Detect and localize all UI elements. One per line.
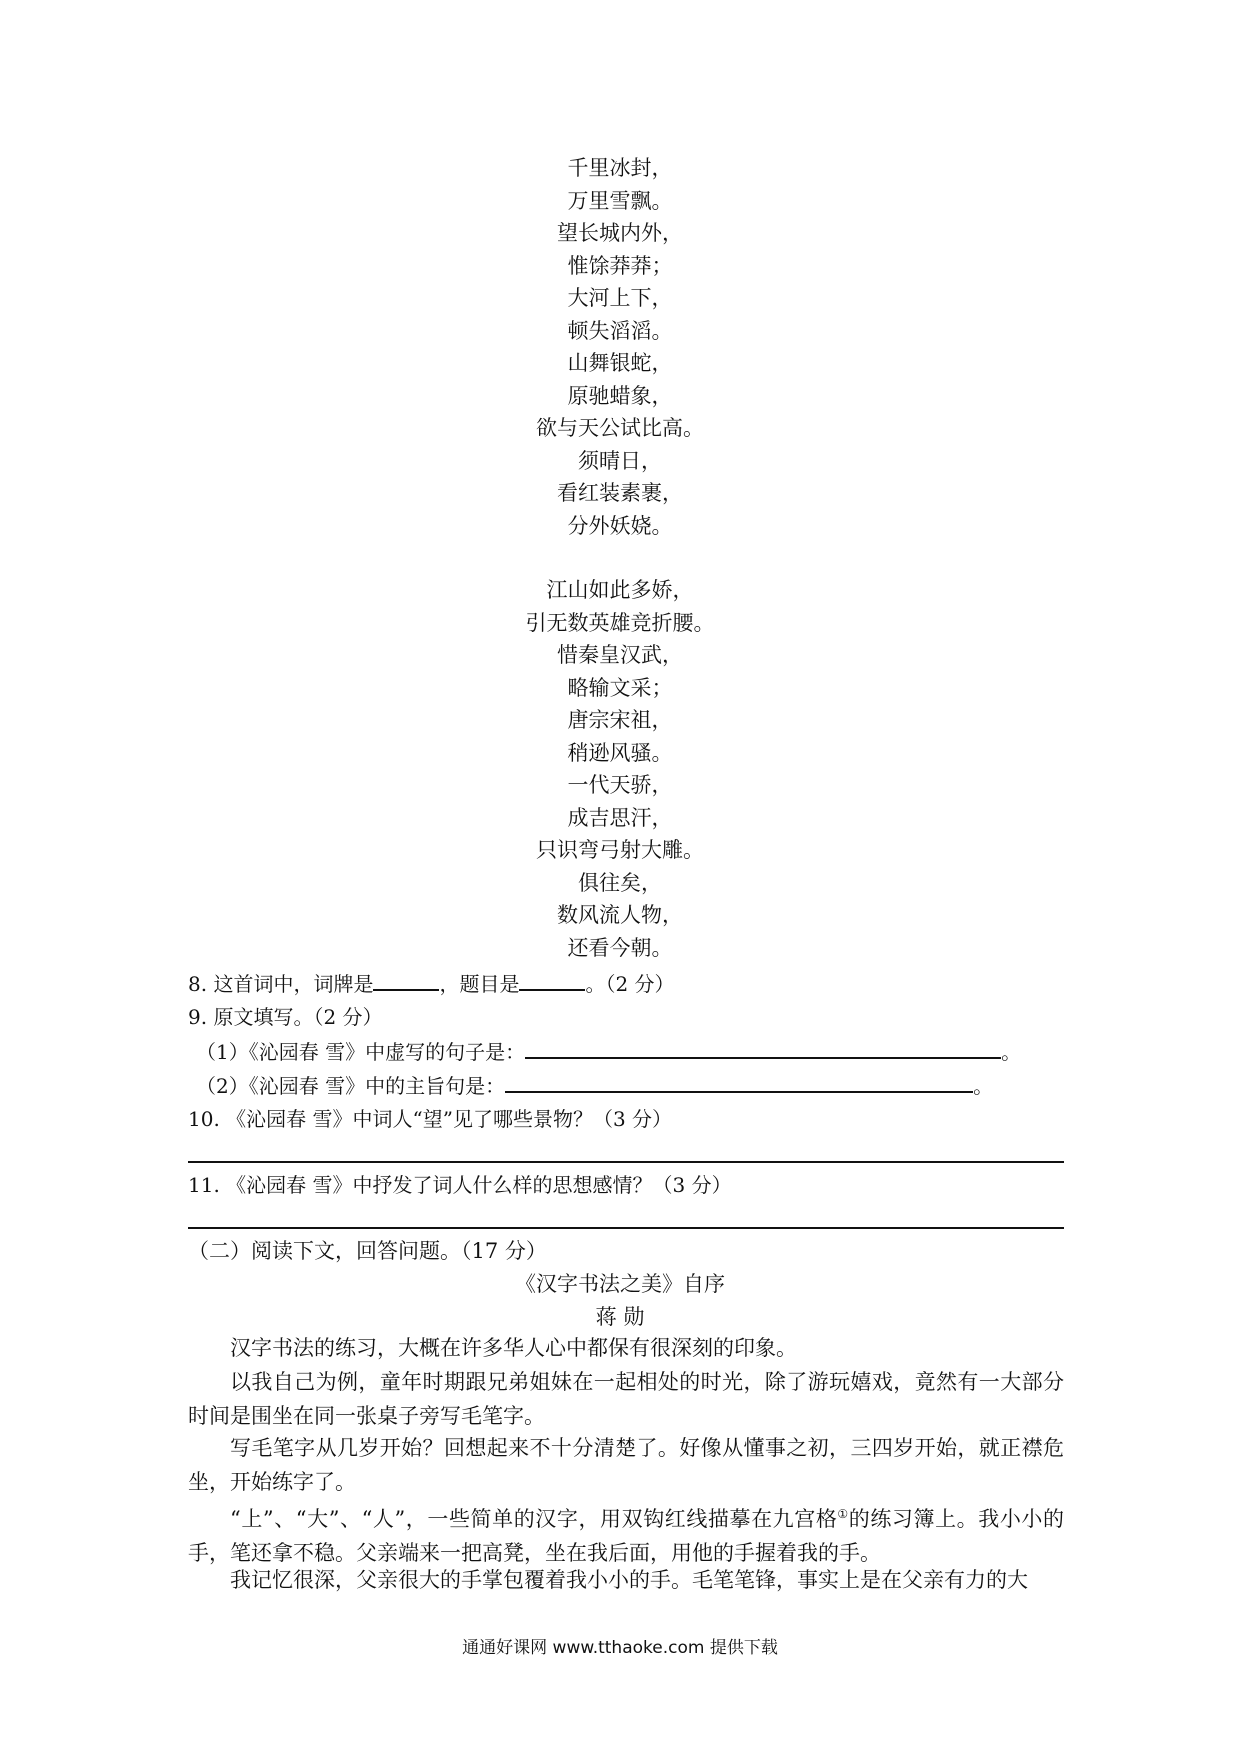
q8-text: 。（2 分） xyxy=(585,972,675,996)
paragraph-4-text: “上”、“大”、“人”，一些简单的汉字，用双钩红线描摹在九宫格 xyxy=(230,1507,838,1531)
poem-line: 略输文采； xyxy=(567,675,673,700)
question-9-2 xyxy=(196,1071,1076,1100)
paragraph-3: 写毛笔字从几岁开始？回想起来不十分清楚了。好像从懂事之初，三四岁开始，就正襟危坐，开始练字了。 xyxy=(188,1436,1064,1494)
q9-1-blank[interactable] xyxy=(525,1037,1001,1059)
poem-line: 分外妖娆。 xyxy=(567,513,673,538)
q10-answer-line[interactable] xyxy=(188,1161,1064,1163)
poem xyxy=(0,152,1240,964)
paragraph-2: 以我自己为例，童年时期跟兄弟姐妹在一起相处的时光，除了游玩嬉戏，竟然有一大部分时间是围坐在同一张桌子旁写毛笔字。 xyxy=(188,1370,1064,1428)
poem-line: 数风流人物， xyxy=(557,903,683,927)
poem-line: 须晴日， xyxy=(578,448,662,473)
poem-line: 江山如此多娇， xyxy=(546,578,694,602)
poem-line: 原驰蜡象， xyxy=(567,383,673,408)
poem-line: 一代天骄， xyxy=(567,773,673,797)
paragraph-1: 汉字书法的练习，大概在许多华人心中都保有很深刻的印象。 xyxy=(230,1336,797,1360)
poem-line: 还看今朝。 xyxy=(567,935,673,960)
poem-line: 成吉思汗， xyxy=(567,805,673,830)
poem-line: 万里雪飘。 xyxy=(567,188,673,213)
question-11: 11. 《沁园春 雪》中抒发了词人什么样的思想感情？（3 分） xyxy=(188,1173,732,1197)
q9-2-text: （2）《沁园春 雪》中的主旨句是： xyxy=(196,1074,506,1098)
poem-line: 看红装素裹， xyxy=(557,481,683,505)
question-9: 9. 原文填写。（2 分） xyxy=(188,1005,383,1029)
stanza-gap xyxy=(0,542,1240,574)
article-author: 蒋 勋 xyxy=(595,1305,645,1329)
section-2-heading: （二）阅读下文，回答问题。（17 分） xyxy=(188,1239,547,1263)
question-10: 10. 《沁园春 雪》中词人“望”见了哪些景物？（3 分） xyxy=(188,1107,673,1131)
poem-line: 大河上下， xyxy=(567,286,673,310)
poem-line: 山舞银蛇， xyxy=(567,351,673,375)
footnote-marker: ① xyxy=(837,1507,849,1521)
poem-line: 欲与天公试比高。 xyxy=(536,416,704,440)
poem-line: 引无数英雄竞折腰。 xyxy=(525,610,715,635)
q9-2-blank[interactable] xyxy=(505,1071,973,1093)
article-title: 《汉字书法之美》自序 xyxy=(515,1272,725,1296)
q8-blank-cipai[interactable] xyxy=(373,969,439,991)
q8-text: ，题目是 xyxy=(439,972,520,996)
q9-1-end: 。 xyxy=(1001,1040,1022,1064)
q9-1-text: （1）《沁园春 雪》中虚写的句子是： xyxy=(196,1040,526,1064)
q8-text: 8. 这首词中，词牌是 xyxy=(188,972,374,996)
poem-line: 唐宗宋祖， xyxy=(567,708,673,732)
poem-line: 惜秦皇汉武， xyxy=(557,643,683,667)
poem-line: 千里冰封， xyxy=(567,156,673,180)
q11-answer-line[interactable] xyxy=(188,1227,1064,1229)
poem-line: 望长城内外， xyxy=(557,221,683,245)
poem-line: 俱往矣， xyxy=(578,870,662,895)
paragraph-5: 我记忆很深，父亲很大的手掌包覆着我小小的手。毛笔笔锋，事实上是在父亲有力的大 xyxy=(230,1568,1028,1592)
q9-2-end: 。 xyxy=(973,1074,994,1098)
question-9-1 xyxy=(196,1037,1076,1066)
footer-watermark: 通通好课网 www.tthaoke.com 提供下载 xyxy=(462,1638,778,1658)
paragraph-4-text: 的练习簿上。我小小的手，笔还拿不稳。父亲端来一把高凳，坐在我后面，用他的手握着我的手。 xyxy=(188,1507,1064,1565)
paragraph-4 xyxy=(188,1497,1064,1570)
poem-line: 惟馀莽莽； xyxy=(567,253,673,278)
poem-line: 顿失滔滔。 xyxy=(567,318,673,343)
question-8 xyxy=(188,969,1068,998)
poem-line: 只识弯弓射大雕。 xyxy=(536,838,704,862)
q8-blank-title[interactable] xyxy=(519,969,585,991)
poem-line: 稍逊风骚。 xyxy=(567,740,673,765)
